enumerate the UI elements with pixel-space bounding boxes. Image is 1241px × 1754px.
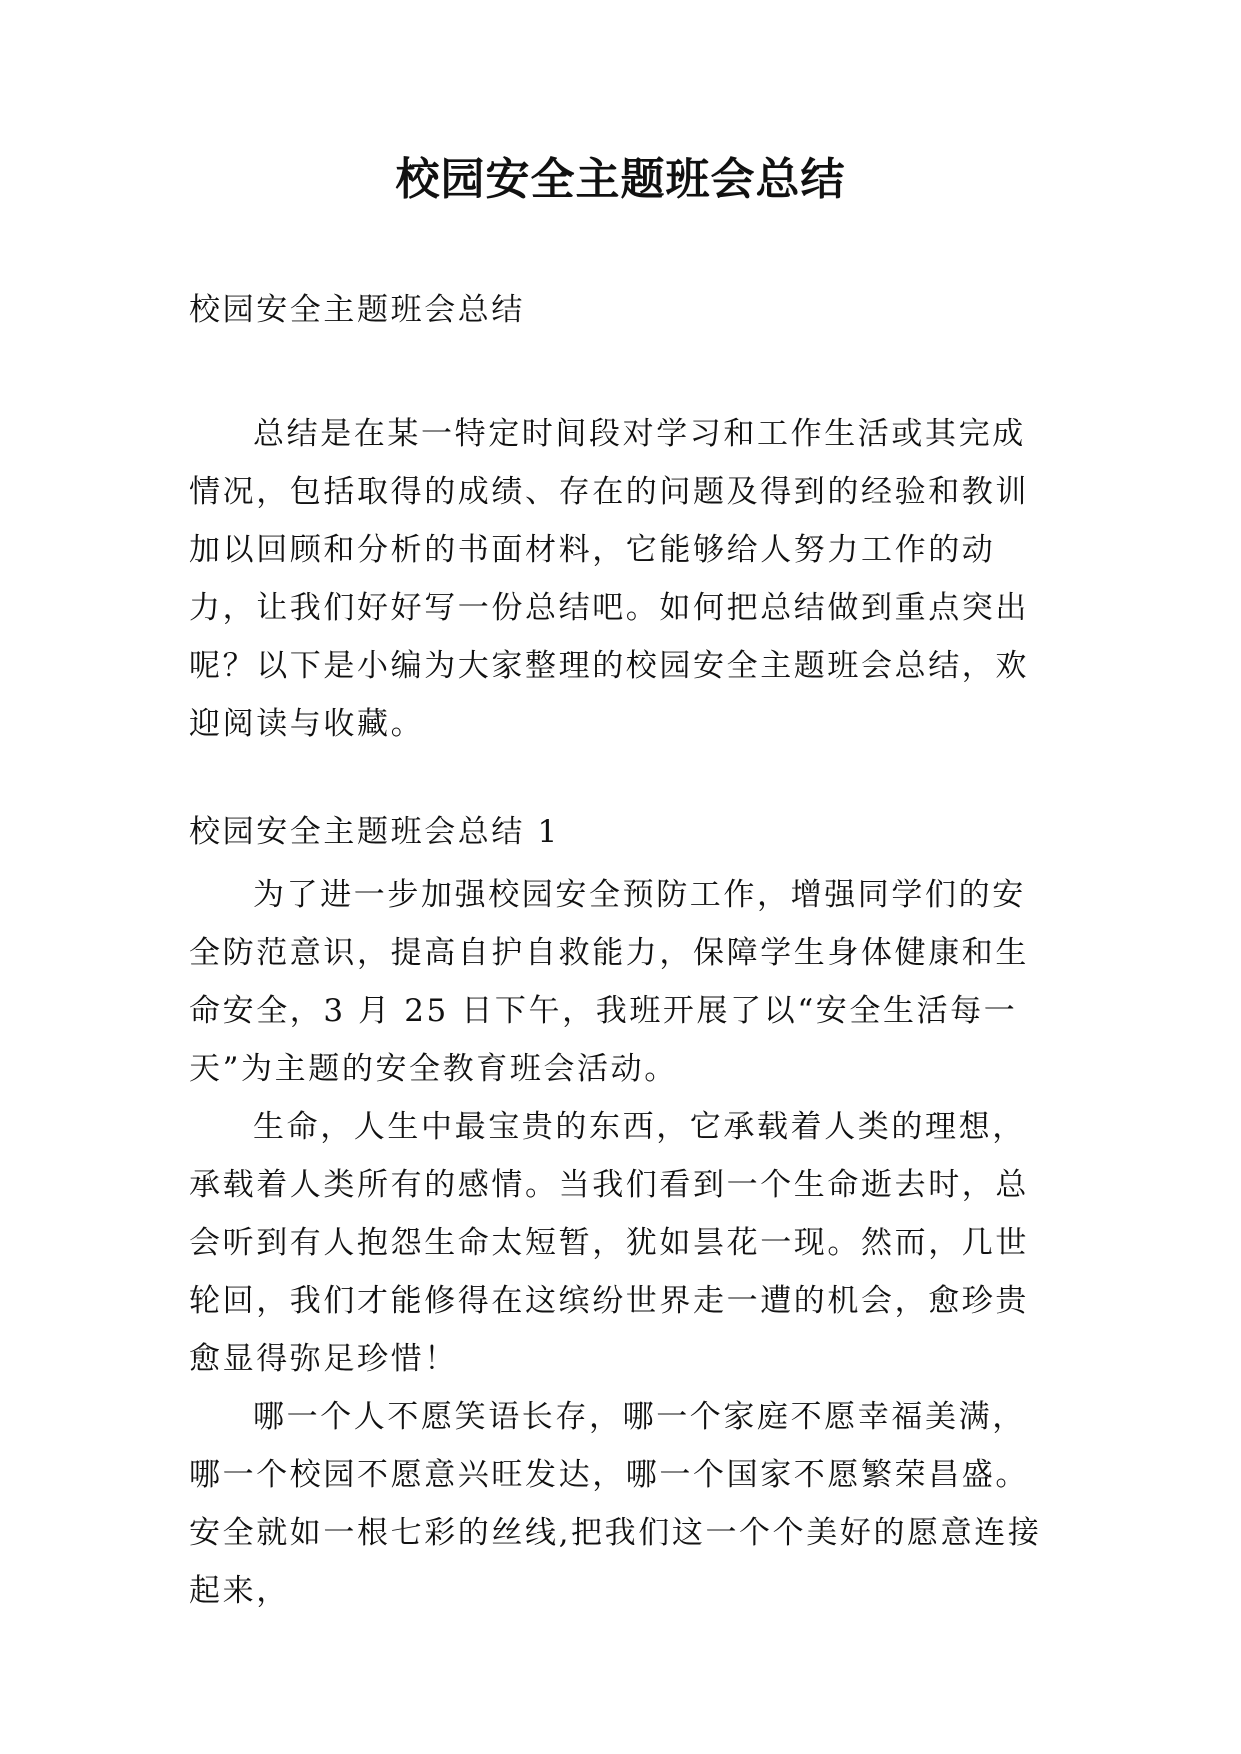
section-paragraph: 哪一个人不愿笑语长存，哪一个家庭不愿幸福美满，哪一个校园不愿意兴旺发达，哪一个国家不愿繁荣昌盛。安全就如一根七彩的丝线,把我们这一个个美好的愿意连接起来， [189, 1399, 1042, 1609]
section-paragraph: 生命，人生中最宝贵的东西，它承载着人类的理想，承载着人类所有的感情。当我们看到一个生命逝去时，总会听到有人抱怨生命太短暂，犹如昙花一现。然而，几世轮回，我们才能修得在这缤纷世界走一遭的机会，愈珍贵愈显得弥足珍惜！ [189, 1109, 1029, 1377]
document-title: 校园安全主题班会总结 [395, 154, 846, 205]
intro-paragraph: 总结是在某一特定时间段对学习和工作生活或其完成情况，包括取得的成绩、存在的问题及得到的经验和教训加以回顾和分析的书面材料，它能够给人努力工作的动力，让我们好好写一份总结吧。如何把总结做到重点突出呢？以下是小编为大家整理的校园安全主题班会总结，欢迎阅读与收藏。 [189, 416, 1029, 742]
document-subtitle: 校园安全主题班会总结 [189, 292, 525, 328]
section-paragraph: 为了进一步加强校园安全预防工作，增强同学们的安全防范意识，提高自护自救能力，保障学生身体健康和生命安全，3 月 25 日下午，我班开展了以“安全生活每一天”为主题的安全教育班会活动。 [189, 877, 1029, 1087]
section-heading: 校园安全主题班会总结 1 [189, 814, 560, 850]
